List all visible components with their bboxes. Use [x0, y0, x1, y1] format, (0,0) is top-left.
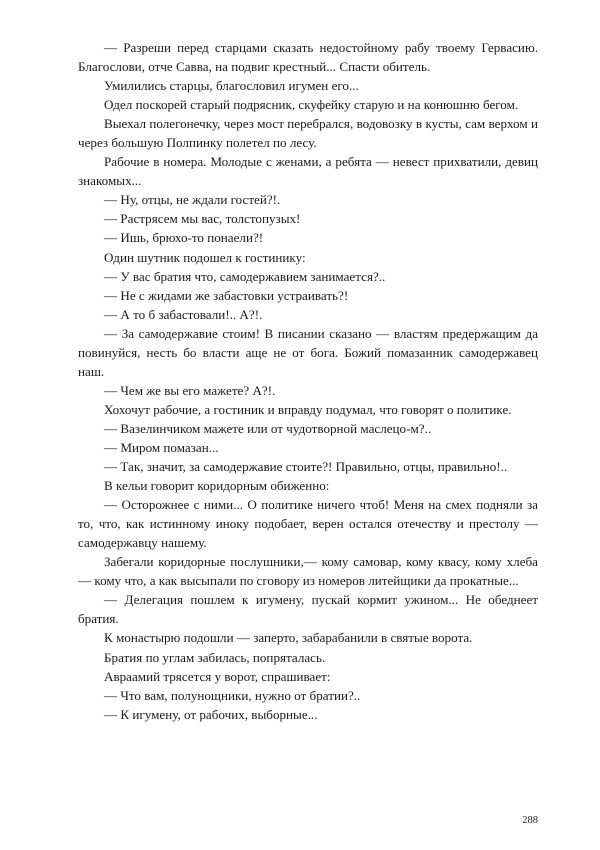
paragraph: — Чем же вы его мажете? А?!. [104, 382, 276, 398]
paragraph: — Разреши перед старцами сказать недостойному рабу твоему Гервасию. Благослови, отче Савва, на подвиг крестный... Спасти обитель. [78, 40, 538, 75]
paragraph: — Так, значит, за самодержавие стоите?! Правильно, отцы, правильно!.. [104, 459, 508, 475]
paragraph: Умилились старцы, благословил игумен его... [104, 78, 359, 94]
paragraph: — Не с жидами же забастовки устраивать?! [104, 287, 349, 303]
paragraph: К монастырю подошли — заперто, забарабанили в святые ворота. [104, 630, 473, 646]
paragraph: — Вазелинчиком мажете или от чудотворной маслецо-м?.. [104, 420, 432, 436]
paragraph: — Осторожнее с ними... О политике ничего чтоб! Меня на смех подняли за то, что, как истинному иноку подобает, верен остался отечеству и престолу — самодержавцу нашему. [78, 497, 538, 551]
paragraph: Один шутник подошел к гостинику: [104, 249, 306, 265]
paragraph: — За самодержавие стоим! В писании сказано — властям предержащим да повинуйся, несть бо власти аще не от бога. Божий помазанник самодержавец наш. [78, 325, 538, 379]
paragraph: — Ишь, брюхо-то понаели?! [104, 230, 264, 246]
paragraph: Братия по углам забилась, попряталась. [104, 649, 326, 665]
page-number: 288 [522, 815, 538, 826]
paragraph: Забегали коридорные послушники,— кому самовар, кому квасу, кому хлеба — кому что, а как высыпали по сговору из номеров литейщики да прокатные... [78, 554, 538, 589]
paragraph: — У вас братия что, самодержавием занимается?.. [104, 268, 386, 284]
paragraph: — Миром помазан... [104, 439, 219, 455]
paragraph: — А то б забастовали!.. А?!. [104, 306, 263, 322]
paragraph: — Растрясем мы вас, толстопузых! [104, 211, 301, 227]
paragraph: В кельи говорит коридорным обиженно: [104, 478, 330, 494]
page-body-text [78, 38, 538, 724]
paragraph: — Что вам, полунощники, нужно от братии?.. [104, 687, 361, 703]
paragraph: Одел поскорей старый подрясник, скуфейку старую и на конюшню бегом. [104, 97, 519, 113]
paragraph: Хохочут рабочие, а гостиник и вправду подумал, что говорят о политике. [104, 401, 512, 417]
paragraph: Рабочие в номера. Молодые с женами, а ребята — невест прихватили, девиц знакомых... [78, 154, 538, 189]
paragraph: — Ну, отцы, не ждали гостей?!. [104, 192, 281, 208]
paragraph: — К игумену, от рабочих, выборные... [104, 706, 318, 722]
paragraph: Выехал полегонечку, через мост перебрался, водовозку в кусты, сам верхом и через большую Полпинку полетел по лесу. [78, 116, 538, 151]
paragraph: Авраамий трясется у ворот, спрашивает: [104, 668, 331, 684]
paragraph: — Делегация пошлем к игумену, пускай кормит ужином... Не обеднеет братия. [78, 592, 538, 627]
